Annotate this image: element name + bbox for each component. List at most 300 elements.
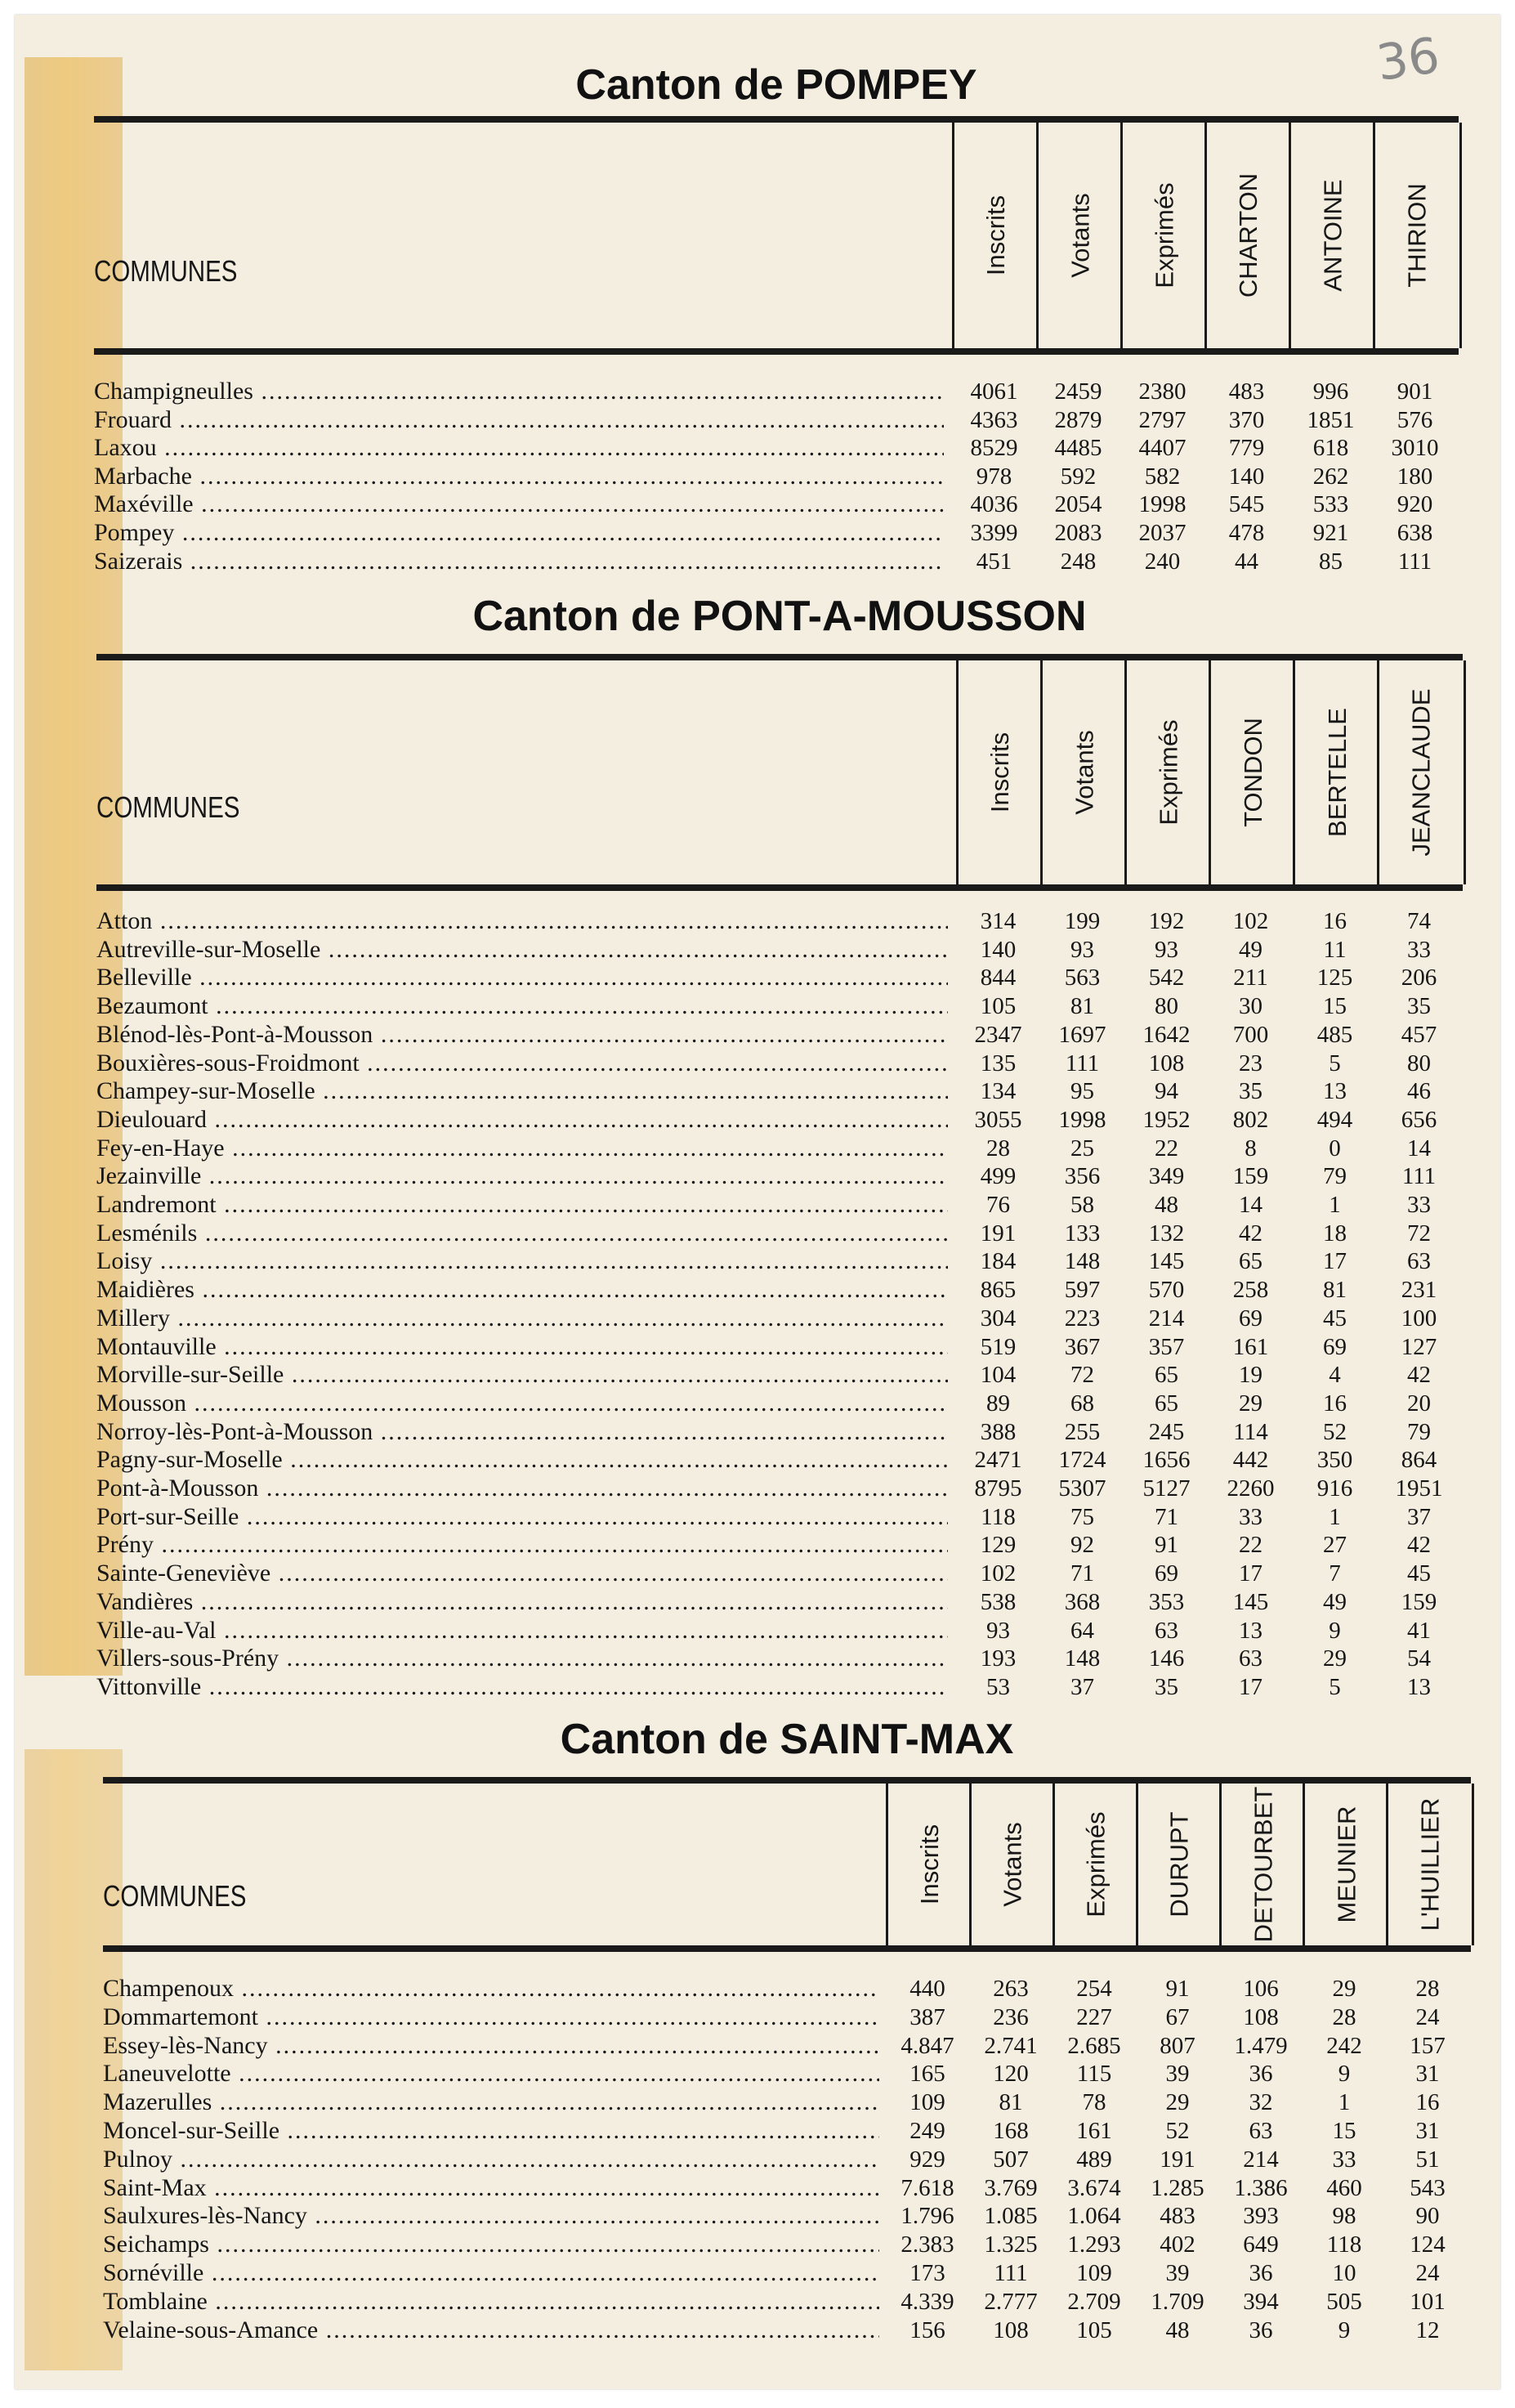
cell-value: 111 xyxy=(1401,1163,1437,1190)
cell-value: 1952 xyxy=(1142,1106,1191,1133)
cell-value: 1998 xyxy=(1138,491,1187,518)
table-row xyxy=(103,2316,1471,2345)
cell-value: 76 xyxy=(986,1192,1010,1218)
cell-value: 71 xyxy=(1070,1560,1094,1587)
cell-value: 191 xyxy=(980,1220,1017,1247)
commune-name: Millery ..... xyxy=(96,1305,948,1332)
cell-value: 140 xyxy=(1228,463,1265,490)
cell-value: 173 xyxy=(909,2260,945,2286)
commune-name: Villers-sous-Prény ..... xyxy=(96,1645,948,1672)
cell-value: 802 xyxy=(1232,1106,1269,1133)
cell-value: 93 xyxy=(986,1617,1010,1644)
cell-value: 111 xyxy=(1397,548,1432,575)
cell-value: 7.618 xyxy=(901,2174,954,2201)
table-row xyxy=(96,1220,1463,1248)
cell-value: 864 xyxy=(1401,1447,1437,1474)
cell-value: 844 xyxy=(980,965,1017,991)
commune-name: Norroy-lès-Pont-à-Mousson ..... xyxy=(96,1418,948,1446)
cell-value: 23 xyxy=(1239,1050,1262,1076)
cell-value: 388 xyxy=(980,1418,1017,1445)
cell-value: 69 xyxy=(1323,1333,1347,1360)
table-row xyxy=(96,1333,1463,1362)
cell-value: 68 xyxy=(1070,1390,1094,1417)
cell-value: 71 xyxy=(1155,1503,1178,1530)
cell-value: 165 xyxy=(909,2061,945,2088)
cell-value: 2879 xyxy=(1054,406,1102,433)
cell-value: 67 xyxy=(1165,2003,1190,2030)
cell-value: 1.285 xyxy=(1151,2174,1204,2201)
cell-value: 46 xyxy=(1407,1078,1431,1105)
cell-value: 1.064 xyxy=(1067,2203,1121,2230)
cell-value: 24 xyxy=(1415,2003,1440,2030)
table-row xyxy=(96,1276,1463,1305)
cell-value: 700 xyxy=(1232,1021,1269,1048)
cell-value: 8795 xyxy=(974,1475,1022,1502)
column-header: MEUNIER xyxy=(1303,1784,1388,1945)
cell-value: 2471 xyxy=(974,1447,1022,1474)
commune-name: Marbache ..... xyxy=(94,463,944,490)
cell-value: 9 xyxy=(1329,1617,1341,1644)
commune-name: Autreville-sur-Moselle ..... xyxy=(96,936,948,964)
cell-value: 356 xyxy=(1064,1163,1101,1190)
table-row xyxy=(96,1021,1463,1050)
cell-value: 15 xyxy=(1323,993,1347,1020)
cell-value: 394 xyxy=(1243,2288,1279,2315)
cell-value: 440 xyxy=(909,1976,945,2002)
cell-value: 81 xyxy=(1323,1277,1347,1304)
cell-value: 127 xyxy=(1401,1333,1437,1360)
cell-value: 146 xyxy=(1148,1645,1185,1672)
commune-name: Saint-Max ..... xyxy=(103,2174,879,2202)
cell-value: 48 xyxy=(1155,1192,1178,1218)
commune-name: Mousson ..... xyxy=(96,1390,948,1417)
cell-value: 533 xyxy=(1312,491,1349,518)
cell-value: 1851 xyxy=(1307,406,1355,433)
cell-value: 248 xyxy=(1060,548,1097,575)
cell-value: 0 xyxy=(1329,1135,1341,1161)
table-row xyxy=(96,1446,1463,1475)
cell-value: 11 xyxy=(1323,936,1347,963)
cell-value: 49 xyxy=(1239,936,1262,963)
cell-value: 478 xyxy=(1228,520,1265,546)
cell-value: 242 xyxy=(1326,2032,1362,2059)
cell-value: 2797 xyxy=(1138,406,1187,433)
cell-value: 148 xyxy=(1064,1645,1101,1672)
table-row xyxy=(94,548,1459,576)
cell-value: 49 xyxy=(1323,1588,1347,1615)
cell-value: 157 xyxy=(1410,2032,1446,2059)
cell-value: 19 xyxy=(1239,1362,1262,1389)
cell-value: 36 xyxy=(1249,2260,1273,2286)
cell-value: 1951 xyxy=(1395,1475,1443,1502)
cell-value: 2.709 xyxy=(1067,2288,1121,2315)
cell-value: 168 xyxy=(993,2118,1029,2144)
table-row xyxy=(96,1135,1463,1163)
cell-value: 262 xyxy=(1312,463,1349,490)
communes-label: COMMUNES xyxy=(94,254,238,288)
cell-value: 114 xyxy=(1233,1418,1268,1445)
cell-value: 231 xyxy=(1401,1277,1437,1304)
cell-value: 920 xyxy=(1397,491,1433,518)
cell-value: 10 xyxy=(1332,2260,1356,2286)
cell-value: 807 xyxy=(1160,2032,1195,2059)
cell-value: 489 xyxy=(1076,2146,1112,2173)
cell-value: 17 xyxy=(1239,1560,1262,1587)
table-row xyxy=(94,490,1459,519)
table-row xyxy=(94,434,1459,463)
cell-value: 223 xyxy=(1064,1305,1101,1332)
commune-name: Laxou ..... xyxy=(94,434,944,462)
cell-value: 91 xyxy=(1165,1976,1190,2002)
table-row xyxy=(96,964,1463,992)
commune-name: Pagny-sur-Moselle ..... xyxy=(96,1446,948,1474)
cell-value: 42 xyxy=(1407,1362,1431,1389)
cell-value: 191 xyxy=(1160,2146,1195,2173)
cell-value: 485 xyxy=(1316,1021,1353,1048)
cell-value: 1.479 xyxy=(1234,2032,1288,2059)
table-row xyxy=(103,1975,1471,2003)
cell-value: 2054 xyxy=(1054,491,1102,518)
cell-value: 124 xyxy=(1410,2231,1446,2258)
cell-value: 916 xyxy=(1316,1475,1353,1502)
commune-name: Bezaumont ..... xyxy=(96,992,948,1020)
cell-value: 542 xyxy=(1148,965,1185,991)
cell-value: 543 xyxy=(1410,2174,1446,2201)
cell-value: 33 xyxy=(1239,1503,1262,1530)
cell-value: 35 xyxy=(1155,1673,1178,1700)
cell-value: 52 xyxy=(1165,2118,1190,2144)
table-header xyxy=(103,1777,1471,1952)
table-row xyxy=(96,936,1463,965)
cell-value: 28 xyxy=(1415,1976,1440,2002)
commune-name: Dommartemont ..... xyxy=(103,2003,879,2031)
cell-value: 499 xyxy=(980,1163,1017,1190)
table-row xyxy=(96,1077,1463,1106)
commune-name: Ville-au-Val ..... xyxy=(96,1617,948,1645)
cell-value: 37 xyxy=(1070,1673,1094,1700)
cell-value: 108 xyxy=(1148,1050,1185,1076)
cell-value: 39 xyxy=(1165,2260,1190,2286)
cell-value: 236 xyxy=(993,2003,1029,2030)
table-row xyxy=(103,2088,1471,2117)
cell-value: 13 xyxy=(1239,1617,1262,1644)
cell-value: 901 xyxy=(1397,378,1433,405)
cell-value: 79 xyxy=(1323,1163,1347,1190)
cell-value: 1.796 xyxy=(901,2203,954,2230)
cell-value: 104 xyxy=(980,1362,1017,1389)
cell-value: 3010 xyxy=(1391,435,1439,462)
cell-value: 214 xyxy=(1243,2146,1279,2173)
table-row xyxy=(96,907,1463,936)
cell-value: 92 xyxy=(1070,1532,1094,1559)
table-row xyxy=(94,378,1459,406)
table-row xyxy=(96,1645,1463,1673)
cell-value: 115 xyxy=(1076,2061,1112,2088)
cell-value: 81 xyxy=(1070,993,1094,1020)
commune-name: Vandières ..... xyxy=(96,1588,948,1616)
column-header: Inscrits xyxy=(886,1784,972,1945)
table-row xyxy=(94,463,1459,491)
cell-value: 33 xyxy=(1407,936,1431,963)
cell-value: 44 xyxy=(1235,548,1258,575)
cell-value: 249 xyxy=(909,2118,945,2144)
cell-value: 1 xyxy=(1338,2089,1351,2116)
commune-name: Tomblaine ..... xyxy=(103,2288,879,2316)
section-pont-a-mousson xyxy=(96,590,1463,1700)
column-header: JEANCLAUDE xyxy=(1377,660,1466,884)
cell-value: 30 xyxy=(1239,993,1262,1020)
commune-name: Jezainville ..... xyxy=(96,1162,948,1190)
cell-value: 4485 xyxy=(1054,435,1102,462)
cell-value: 368 xyxy=(1064,1588,1101,1615)
cell-value: 90 xyxy=(1415,2203,1440,2230)
table-row xyxy=(96,1050,1463,1078)
commune-name: Port-sur-Seille ..... xyxy=(96,1503,948,1531)
cell-value: 1656 xyxy=(1142,1447,1191,1474)
cell-value: 140 xyxy=(980,936,1017,963)
cell-value: 65 xyxy=(1155,1390,1178,1417)
cell-value: 33 xyxy=(1332,2146,1356,2173)
cell-value: 3.769 xyxy=(984,2174,1038,2201)
cell-value: 865 xyxy=(980,1277,1017,1304)
cell-value: 582 xyxy=(1144,463,1181,490)
cell-value: 1697 xyxy=(1058,1021,1106,1048)
cell-value: 592 xyxy=(1060,463,1097,490)
cell-value: 1 xyxy=(1329,1192,1341,1218)
cell-value: 35 xyxy=(1239,1078,1262,1105)
cell-value: 656 xyxy=(1401,1106,1437,1133)
cell-value: 161 xyxy=(1076,2118,1112,2144)
cell-value: 192 xyxy=(1148,908,1185,934)
cell-value: 65 xyxy=(1155,1362,1178,1389)
communes-label: COMMUNES xyxy=(96,790,240,824)
cell-value: 996 xyxy=(1312,378,1349,405)
cell-value: 649 xyxy=(1243,2231,1279,2258)
column-header: DETOURBET xyxy=(1219,1784,1305,1945)
cell-value: 33 xyxy=(1407,1192,1431,1218)
cell-value: 53 xyxy=(986,1673,1010,1700)
cell-value: 63 xyxy=(1239,1645,1262,1672)
commune-name: Maxéville ..... xyxy=(94,490,944,518)
cell-value: 58 xyxy=(1070,1192,1094,1218)
cell-value: 254 xyxy=(1076,1976,1112,2002)
cell-value: 125 xyxy=(1316,965,1353,991)
cell-value: 13 xyxy=(1407,1673,1431,1700)
cell-value: 64 xyxy=(1070,1617,1094,1644)
cell-value: 63 xyxy=(1155,1617,1178,1644)
cell-value: 214 xyxy=(1148,1305,1185,1332)
cell-value: 93 xyxy=(1155,936,1178,963)
section-title: Canton de POMPEY xyxy=(575,61,977,109)
table-row xyxy=(94,519,1459,548)
cell-value: 93 xyxy=(1070,936,1094,963)
table-row xyxy=(96,1673,1463,1702)
table-header xyxy=(94,116,1459,355)
cell-value: 402 xyxy=(1160,2231,1195,2258)
cell-value: 109 xyxy=(1076,2260,1112,2286)
commune-name: Essey-lès-Nancy ..... xyxy=(103,2032,879,2060)
section-pompey xyxy=(94,57,1459,575)
cell-value: 2.741 xyxy=(984,2032,1038,2059)
commune-name: Prény ..... xyxy=(96,1531,948,1559)
cell-value: 263 xyxy=(993,1976,1029,2002)
cell-value: 72 xyxy=(1070,1362,1094,1389)
cell-value: 41 xyxy=(1407,1617,1431,1644)
cell-value: 2380 xyxy=(1138,378,1187,405)
cell-value: 145 xyxy=(1232,1588,1269,1615)
cell-value: 159 xyxy=(1232,1163,1269,1190)
cell-value: 2.777 xyxy=(984,2288,1038,2315)
cell-value: 17 xyxy=(1323,1248,1347,1275)
cell-value: 2260 xyxy=(1227,1475,1275,1502)
cell-value: 106 xyxy=(1243,1976,1279,2002)
commune-name: Vittonville ..... xyxy=(96,1673,948,1701)
cell-value: 148 xyxy=(1064,1248,1101,1275)
cell-value: 22 xyxy=(1239,1532,1262,1559)
cell-value: 9 xyxy=(1338,2316,1351,2343)
table-row xyxy=(96,1560,1463,1588)
cell-value: 1724 xyxy=(1058,1447,1106,1474)
cell-value: 206 xyxy=(1401,965,1437,991)
cell-value: 89 xyxy=(986,1390,1010,1417)
cell-value: 31 xyxy=(1415,2118,1440,2144)
cell-value: 483 xyxy=(1160,2203,1195,2230)
cell-value: 42 xyxy=(1239,1220,1262,1247)
cell-value: 618 xyxy=(1312,435,1349,462)
column-header: Votants xyxy=(969,1784,1055,1945)
cell-value: 5307 xyxy=(1058,1475,1106,1502)
commune-name: Saulxures-lès-Nancy ..... xyxy=(103,2202,879,2230)
cell-value: 20 xyxy=(1407,1390,1431,1417)
table-row xyxy=(103,2231,1471,2259)
cell-value: 16 xyxy=(1323,1390,1347,1417)
table-row xyxy=(96,1418,1463,1447)
cell-value: 79 xyxy=(1407,1418,1431,1445)
cell-value: 91 xyxy=(1155,1532,1178,1559)
cell-value: 85 xyxy=(1319,548,1343,575)
commune-name: Mazerulles ..... xyxy=(103,2088,879,2116)
cell-value: 111 xyxy=(994,2260,1028,2286)
cell-value: 519 xyxy=(980,1333,1017,1360)
cell-value: 1.085 xyxy=(984,2203,1038,2230)
cell-value: 929 xyxy=(909,2146,945,2173)
column-header: Exprimés xyxy=(1120,123,1207,348)
cell-value: 3399 xyxy=(970,520,1018,546)
cell-value: 2083 xyxy=(1054,520,1102,546)
column-header: TONDON xyxy=(1209,660,1295,884)
cell-value: 45 xyxy=(1323,1305,1347,1332)
cell-value: 108 xyxy=(1243,2003,1279,2030)
cell-value: 4407 xyxy=(1138,435,1187,462)
cell-value: 14 xyxy=(1239,1192,1262,1218)
page-number: 36 xyxy=(1373,27,1443,92)
cell-value: 563 xyxy=(1064,965,1101,991)
cell-value: 118 xyxy=(981,1503,1016,1530)
cell-value: 255 xyxy=(1064,1418,1101,1445)
cell-value: 5 xyxy=(1329,1673,1341,1700)
cell-value: 370 xyxy=(1228,406,1265,433)
cell-value: 1.386 xyxy=(1234,2174,1288,2201)
cell-value: 921 xyxy=(1312,520,1349,546)
cell-value: 81 xyxy=(999,2089,1023,2116)
cell-value: 111 xyxy=(1065,1050,1100,1076)
cell-value: 98 xyxy=(1332,2203,1356,2230)
commune-name: Saizerais ..... xyxy=(94,548,944,575)
cell-value: 36 xyxy=(1249,2316,1273,2343)
cell-value: 8 xyxy=(1245,1135,1257,1161)
cell-value: 4363 xyxy=(970,406,1018,433)
cell-value: 494 xyxy=(1316,1106,1353,1133)
cell-value: 105 xyxy=(980,993,1017,1020)
cell-value: 134 xyxy=(980,1078,1017,1105)
table-row xyxy=(96,1390,1463,1418)
table-row xyxy=(103,2117,1471,2146)
cell-value: 349 xyxy=(1148,1163,1185,1190)
cell-value: 2347 xyxy=(974,1021,1022,1048)
cell-value: 102 xyxy=(1232,908,1269,934)
cell-value: 80 xyxy=(1155,993,1178,1020)
cell-value: 133 xyxy=(1064,1220,1101,1247)
cell-value: 12 xyxy=(1415,2316,1440,2343)
cell-value: 69 xyxy=(1239,1305,1262,1332)
column-header: THIRION xyxy=(1373,123,1462,348)
column-header: Votants xyxy=(1036,123,1123,348)
cell-value: 4036 xyxy=(970,491,1018,518)
column-header: Exprimés xyxy=(1124,660,1211,884)
table-row xyxy=(103,2032,1471,2061)
cell-value: 13 xyxy=(1323,1078,1347,1105)
commune-name: Pompey ..... xyxy=(94,519,944,547)
cell-value: 245 xyxy=(1148,1418,1185,1445)
cell-value: 27 xyxy=(1323,1532,1347,1559)
cell-value: 48 xyxy=(1165,2316,1190,2343)
cell-value: 1.325 xyxy=(984,2231,1038,2258)
cell-value: 576 xyxy=(1397,406,1433,433)
table-row xyxy=(96,1247,1463,1276)
cell-value: 156 xyxy=(909,2316,945,2343)
cell-value: 145 xyxy=(1148,1248,1185,1275)
cell-value: 37 xyxy=(1407,1503,1431,1530)
cell-value: 120 xyxy=(993,2061,1029,2088)
commune-name: Blénod-lès-Pont-à-Mousson ..... xyxy=(96,1021,948,1049)
table-row xyxy=(96,1617,1463,1645)
table-row xyxy=(96,1588,1463,1617)
commune-name: Champigneulles ..... xyxy=(94,378,944,405)
cell-value: 29 xyxy=(1332,1976,1356,2002)
cell-value: 28 xyxy=(1332,2003,1356,2030)
cell-value: 78 xyxy=(1082,2089,1106,2116)
commune-name: Seichamps ..... xyxy=(103,2231,879,2258)
commune-name: Sainte-Geneviève ..... xyxy=(96,1560,948,1587)
cell-value: 442 xyxy=(1232,1447,1269,1474)
table-row xyxy=(103,2060,1471,2088)
cell-value: 638 xyxy=(1397,520,1433,546)
table-row xyxy=(103,2174,1471,2203)
cell-value: 74 xyxy=(1407,908,1431,934)
cell-value: 451 xyxy=(976,548,1012,575)
table-row xyxy=(103,2003,1471,2032)
cell-value: 240 xyxy=(1144,548,1181,575)
column-header: DURUPT xyxy=(1136,1784,1222,1945)
cell-value: 129 xyxy=(980,1532,1017,1559)
cell-value: 2.685 xyxy=(1067,2032,1121,2059)
section-title: Canton de PONT-A-MOUSSON xyxy=(472,593,1087,640)
cell-value: 3055 xyxy=(974,1106,1022,1133)
cell-value: 483 xyxy=(1228,378,1265,405)
cell-value: 227 xyxy=(1076,2003,1112,2030)
column-header: L'HUILLIER xyxy=(1386,1784,1474,1945)
cell-value: 387 xyxy=(909,2003,945,2030)
